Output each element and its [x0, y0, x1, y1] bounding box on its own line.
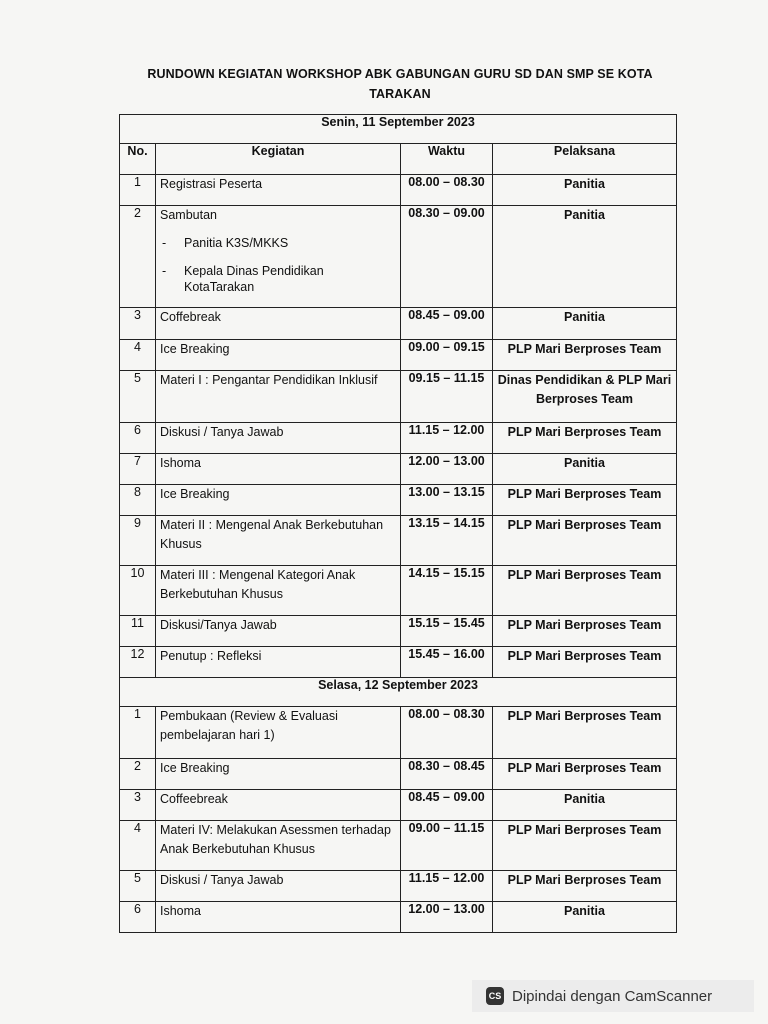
cell-waktu: 12.00 – 13.00 — [401, 902, 493, 933]
cell-pelaksana: Panitia — [493, 790, 677, 821]
cell-pelaksana: PLP Mari Berproses Team — [493, 423, 677, 454]
col-header-waktu: Waktu — [401, 144, 493, 175]
cell-kegiatan — [156, 707, 401, 759]
cell-no: 2 — [120, 206, 156, 308]
cell-waktu: 11.15 – 12.00 — [401, 871, 493, 902]
table-row — [120, 566, 677, 616]
kegiatan-text: Coffeebreak — [160, 792, 228, 806]
cell-kegiatan — [156, 566, 401, 616]
sub-item: - Kepala Dinas Pendidikan KotaTarakan — [160, 263, 396, 295]
cell-pelaksana: Panitia — [493, 175, 677, 206]
cell-kegiatan — [156, 371, 401, 423]
day1-label: Senin, 11 September 2023 — [120, 115, 677, 144]
cell-no: 7 — [120, 454, 156, 485]
cell-kegiatan — [156, 616, 401, 647]
cell-no: 8 — [120, 485, 156, 516]
day-header-row — [120, 115, 677, 144]
cell-waktu: 09.00 – 11.15 — [401, 821, 493, 871]
col-header-no: No. — [120, 144, 156, 175]
cell-pelaksana: Panitia — [493, 454, 677, 485]
table-row — [120, 454, 677, 485]
cell-pelaksana: Panitia — [493, 206, 677, 308]
table-row — [120, 371, 677, 423]
cell-no: 3 — [120, 308, 156, 340]
cell-kegiatan — [156, 821, 401, 871]
kegiatan-text: Diskusi / Tanya Jawab — [160, 873, 284, 887]
cell-kegiatan — [156, 340, 401, 371]
cell-kegiatan — [156, 902, 401, 933]
col-header-kegiatan: Kegiatan — [156, 144, 401, 175]
kegiatan-text: Materi IV: Melakukan Asessmen terhadap Anak Berkebutuhan Khusus — [160, 823, 391, 856]
cell-no: 4 — [120, 340, 156, 371]
cell-pelaksana: PLP Mari Berproses Team — [493, 566, 677, 616]
cell-waktu: 12.00 – 13.00 — [401, 454, 493, 485]
table-row — [120, 871, 677, 902]
cell-kegiatan — [156, 485, 401, 516]
cell-kegiatan — [156, 175, 401, 206]
cell-pelaksana: Panitia — [493, 902, 677, 933]
table-row — [120, 821, 677, 871]
cell-waktu: 13.00 – 13.15 — [401, 485, 493, 516]
cell-kegiatan — [156, 759, 401, 790]
kegiatan-text: Diskusi/Tanya Jawab — [160, 618, 277, 632]
cell-no: 5 — [120, 371, 156, 423]
cell-no: 11 — [120, 616, 156, 647]
cell-pelaksana: Panitia — [493, 308, 677, 340]
cell-pelaksana: PLP Mari Berproses Team — [493, 616, 677, 647]
cell-no: 6 — [120, 902, 156, 933]
cell-waktu: 15.45 – 16.00 — [401, 647, 493, 678]
table-row — [120, 647, 677, 678]
cell-waktu: 15.15 – 15.45 — [401, 616, 493, 647]
cell-pelaksana: PLP Mari Berproses Team — [493, 647, 677, 678]
day-header-row — [120, 678, 677, 707]
cell-waktu: 08.45 – 09.00 — [401, 308, 493, 340]
cell-kegiatan — [156, 308, 401, 340]
cell-no: 2 — [120, 759, 156, 790]
kegiatan-text: Coffebreak — [160, 310, 221, 324]
table-row — [120, 423, 677, 454]
cell-no: 3 — [120, 790, 156, 821]
cell-pelaksana: PLP Mari Berproses Team — [493, 516, 677, 566]
cell-no: 5 — [120, 871, 156, 902]
cell-no: 9 — [120, 516, 156, 566]
table-row — [120, 485, 677, 516]
document-title — [120, 64, 680, 104]
cell-pelaksana: PLP Mari Berproses Team — [493, 871, 677, 902]
kegiatan-text: Ice Breaking — [160, 761, 230, 775]
cell-pelaksana: Dinas Pendidikan & PLP Mari Berproses Team — [493, 371, 677, 423]
sub-item-list — [160, 235, 396, 295]
cell-no: 12 — [120, 647, 156, 678]
kegiatan-text: Materi I : Pengantar Pendidikan Inklusif — [160, 373, 378, 387]
cell-kegiatan — [156, 790, 401, 821]
rundown-table — [119, 114, 677, 933]
cell-waktu: 09.15 – 11.15 — [401, 371, 493, 423]
cell-kegiatan — [156, 206, 401, 308]
cell-waktu: 08.30 – 08.45 — [401, 759, 493, 790]
kegiatan-text: Sambutan — [160, 208, 217, 222]
cell-kegiatan — [156, 423, 401, 454]
table-row — [120, 707, 677, 759]
day2-label: Selasa, 12 September 2023 — [120, 678, 677, 707]
kegiatan-text: Materi III : Mengenal Kategori Anak Berkebutuhan Khusus — [160, 568, 356, 601]
sub-item: - Panitia K3S/MKKS — [160, 235, 396, 251]
kegiatan-text: Registrasi Peserta — [160, 177, 263, 191]
cell-no: 1 — [120, 707, 156, 759]
cell-no: 10 — [120, 566, 156, 616]
table-row — [120, 759, 677, 790]
table-row — [120, 206, 677, 308]
table-row — [120, 790, 677, 821]
kegiatan-text: Ishoma — [160, 904, 201, 918]
cell-waktu: 08.00 – 08.30 — [401, 707, 493, 759]
cell-kegiatan — [156, 516, 401, 566]
table-row — [120, 308, 677, 340]
cell-waktu: 08.00 – 08.30 — [401, 175, 493, 206]
kegiatan-text: Diskusi / Tanya Jawab — [160, 425, 284, 439]
kegiatan-text: Ice Breaking — [160, 487, 230, 501]
cell-no: 1 — [120, 175, 156, 206]
col-header-pelaksana: Pelaksana — [493, 144, 677, 175]
cell-no: 4 — [120, 821, 156, 871]
table-row — [120, 616, 677, 647]
cell-kegiatan — [156, 871, 401, 902]
cell-pelaksana: PLP Mari Berproses Team — [493, 340, 677, 371]
table-row — [120, 340, 677, 371]
cell-pelaksana: PLP Mari Berproses Team — [493, 759, 677, 790]
kegiatan-text: Ice Breaking — [160, 342, 230, 356]
camscanner-watermark — [472, 980, 754, 1012]
cell-waktu: 09.00 – 09.15 — [401, 340, 493, 371]
kegiatan-text: Penutup : Refleksi — [160, 649, 262, 663]
cell-waktu: 11.15 – 12.00 — [401, 423, 493, 454]
table-row — [120, 516, 677, 566]
cell-waktu: 14.15 – 15.15 — [401, 566, 493, 616]
cell-no: 6 — [120, 423, 156, 454]
kegiatan-text: Pembukaan (Review & Evaluasi pembelajaran hari 1) — [160, 709, 338, 742]
cell-kegiatan — [156, 647, 401, 678]
camscanner-text: Dipindai dengan CamScanner — [512, 987, 713, 1005]
column-header-row — [120, 144, 677, 175]
cell-pelaksana: PLP Mari Berproses Team — [493, 821, 677, 871]
cell-waktu: 08.45 – 09.00 — [401, 790, 493, 821]
cell-pelaksana: PLP Mari Berproses Team — [493, 485, 677, 516]
title-line-2: TARAKAN — [369, 87, 431, 101]
cell-waktu: 13.15 – 14.15 — [401, 516, 493, 566]
kegiatan-text: Materi II : Mengenal Anak Berkebutuhan Khusus — [160, 518, 384, 551]
camscanner-icon: CS — [486, 987, 504, 1005]
table-row — [120, 175, 677, 206]
table-row — [120, 902, 677, 933]
title-line-1: RUNDOWN KEGIATAN WORKSHOP ABK GABUNGAN GURU SD DAN SMP SE KOTA — [147, 67, 653, 81]
cell-pelaksana: PLP Mari Berproses Team — [493, 707, 677, 759]
cell-kegiatan — [156, 454, 401, 485]
cell-waktu: 08.30 – 09.00 — [401, 206, 493, 308]
kegiatan-text: Ishoma — [160, 456, 201, 470]
